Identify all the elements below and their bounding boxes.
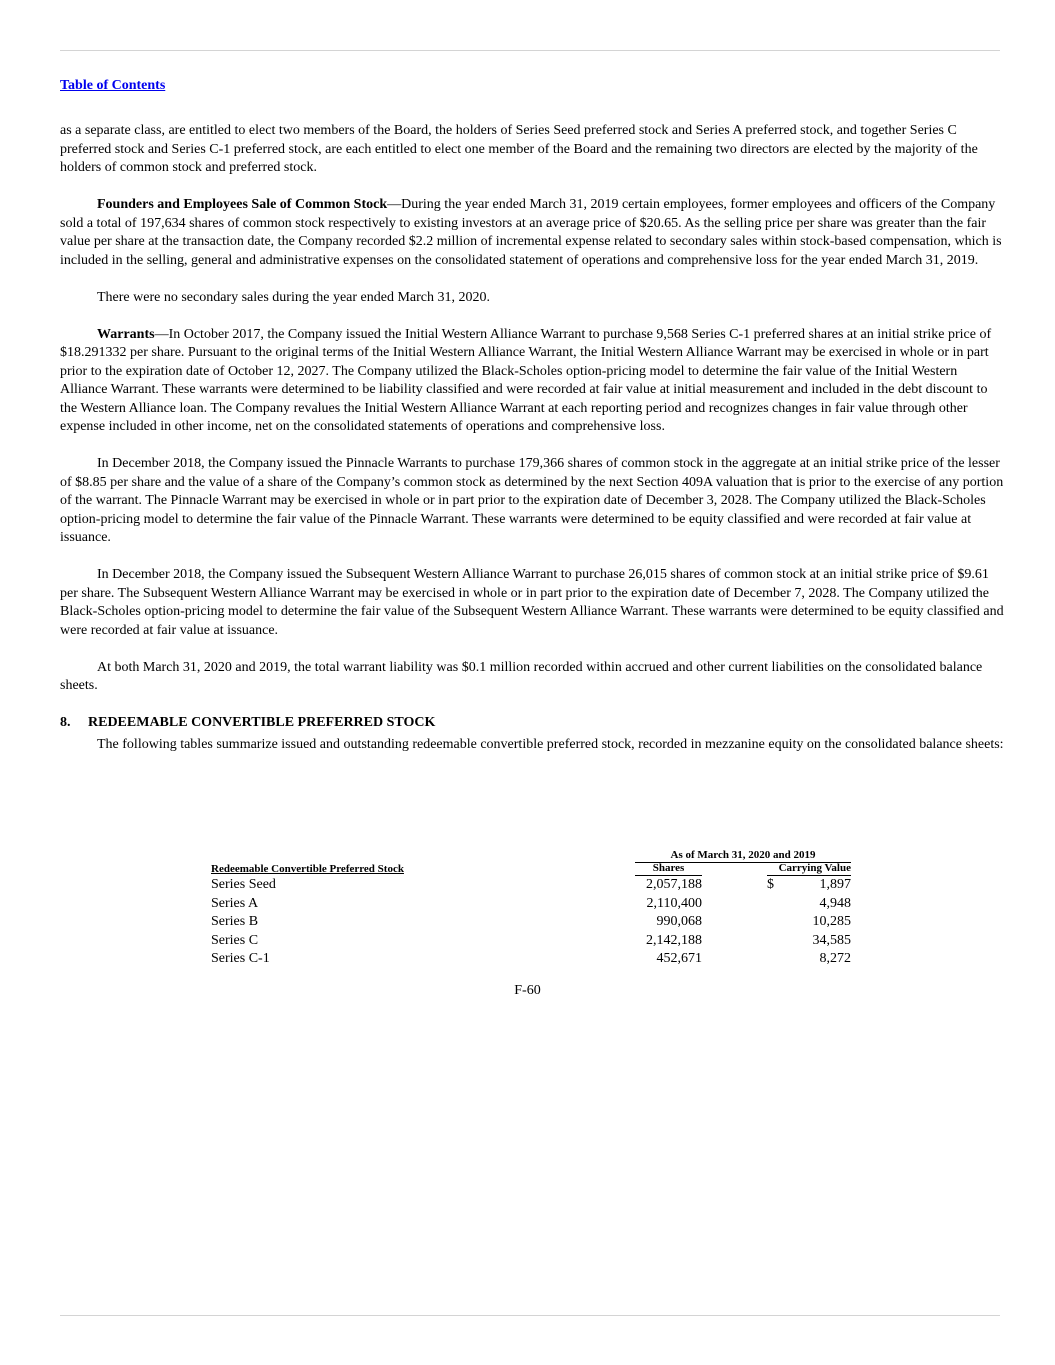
row-shares: 452,671 (656, 951, 702, 967)
row-series-name: Series A (211, 895, 259, 911)
row-carrying-value: 34,585 (812, 932, 851, 948)
table-column-carrying-value: Carrying Value (767, 862, 851, 876)
row-series-name: Series C (211, 932, 259, 948)
table-column-shares: Shares (635, 862, 702, 876)
page-number: F-60 (514, 983, 541, 998)
table-column-label: Redeemable Convertible Preferred Stock (211, 863, 404, 875)
row-shares: 2,110,400 (646, 895, 702, 911)
row-shares: 2,142,188 (646, 932, 702, 948)
row-series-name: Series Seed (211, 877, 276, 892)
table-group-header: As of March 31, 2020 and 2019 (635, 848, 851, 863)
table-row (211, 876, 851, 895)
paragraph-lead-warrants: Warrants (97, 326, 155, 342)
paragraph-pinnacle-warrants: In December 2018, the Company issued the Pinnacle Warrants to purchase 179,366 shares of common stock in the aggregate at an initial strike price of the lesser of $8.85 per share and the value of a share of the Company’s common stock as determined by the next Section 409A valuation that is prior to the exercise of any portion of the warrant. The Pinnacle Warrant may be exercised in whole or in part prior to the expiration date of December 3, 2028. The Company utilized the Black-Scholes option-pricing model to determine the fair value of the Pinnacle Warrant. These warrants were determined to be equity classified and were recorded at fair value at issuance. (60, 456, 1004, 545)
table-body (211, 876, 851, 969)
table-row (211, 913, 851, 932)
section-title: REDEEMABLE CONVERTIBLE PREFERRED STOCK (88, 715, 436, 730)
row-carrying-value: 8,272 (819, 951, 851, 967)
row-shares: 2,057,188 (646, 877, 702, 892)
row-carrying-value: 1,897 (819, 877, 851, 892)
row-series-name: Series B (211, 914, 259, 930)
row-currency-symbol: $ (767, 877, 774, 892)
paragraph-warrants-text: —In October 2017, the Company issued the Initial Western Alliance Warrant to purchase 9,568 Series C-1 preferred shares at an initial strike price of $18.291332 per share. Pursuant to the original terms of the Initial Western Alliance Warrant, the Initial Western Alliance Warrant may be exercised in whole or in part prior to the expiration date of October 12, 2027. The Company utilized the Black-Scholes option-pricing model to determine the fair value of the Initial Western Alliance Warrant. These warrants were determined to be liability classified and were recorded at fair value at initial measurement and included in the debt discount to the Western Alliance loan. The Company revalues the Initial Western Alliance Warrant at each reporting period and recognizes changes in fair value through other expense included in other income, net on the consolidated statements of operations and comprehensive loss. (60, 326, 992, 434)
document-body (60, 122, 1006, 773)
row-carrying-value: 4,948 (819, 895, 851, 911)
table-row (211, 895, 851, 914)
paragraph-founders-text: —During the year ended March 31, 2019 certain employees, former employees and officers of the Company sold a total of 197,634 shares of common stock respectively to existing investors at an average price of $20.65. As the selling price per share was greater than the fair value per share at the transaction date, the Company recorded $2.2 million of incremental expense related to secondary sales within stock-based compensation, which is included in the selling, general and administrative expenses on the consolidated statement of operations and comprehensive loss for the year ended March 31, 2019. (60, 197, 1002, 268)
paragraph-no-secondary-sales: There were no secondary sales during the year ended March 31, 2020. (97, 289, 491, 305)
paragraph-lead-founders: Founders and Employees Sale of Common Stock (97, 197, 388, 212)
top-divider (60, 50, 1000, 51)
paragraph-warrants (60, 326, 1006, 437)
paragraph-subsequent-warrant: In December 2018, the Company issued the Subsequent Western Alliance Warrant to purchase 26,015 shares of common stock at an initial strike price of $9.61 per share. The Subsequent Western Alliance Warrant may be exercised in whole or in part prior to the expiration date of December 7, 2028. The Company utilized the Black-Scholes option-pricing model to determine the fair value of the Subsequent Western Alliance Warrant. These warrants were determined to be equity classified and were recorded at fair value at issuance. (60, 567, 1004, 638)
paragraph-warrant-liability: At both March 31, 2020 and 2019, the total warrant liability was $0.1 million recorded within accrued and other current liabilities on the consolidated balance sheets. (60, 659, 983, 693)
table-row (211, 932, 851, 951)
section-number: 8. (60, 715, 71, 730)
section-heading (60, 714, 1006, 733)
table-of-contents-link[interactable]: Table of Contents (60, 78, 166, 93)
bottom-divider (60, 1315, 1000, 1316)
row-carrying-value: 10,285 (812, 914, 851, 930)
paragraph-board-election: as a separate class, are entitled to elect two members of the Board, the holders of Series Seed preferred stock and Series A preferred stock, and together Series C preferred stock and Series C-1 preferred stock, are each entitled to elect one member of the Board and the remaining two directors are elected by the majority of the holders of common stock and preferred stock. (60, 123, 978, 175)
table-row (211, 950, 851, 969)
row-shares: 990,068 (656, 914, 702, 930)
row-series-name: Series C-1 (211, 951, 270, 967)
paragraph-founders-sale (60, 196, 1006, 270)
section-intro: The following tables summarize issued and outstanding redeemable convertible preferred stock, recorded in mezzanine equity on the consolidated balance sheets: (97, 736, 1004, 752)
